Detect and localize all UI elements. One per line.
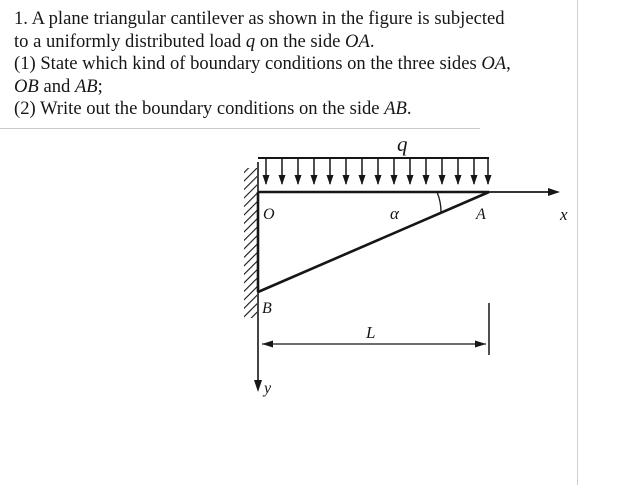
edge-AB <box>258 192 489 292</box>
symbol-OA: OA <box>481 53 507 74</box>
problem-line-1-text: A plane triangular cantilever as shown in the figure is subjected <box>31 8 505 29</box>
symbol-OB: OB <box>14 75 39 97</box>
label-y: y <box>264 380 272 397</box>
label-L: L <box>366 323 376 342</box>
x-axis-arrow-icon <box>548 188 560 196</box>
symbol-q: q <box>245 30 256 52</box>
angle-alpha-arc <box>437 192 441 213</box>
problem-number: 1. <box>14 8 28 29</box>
symbol-AB: AB <box>384 98 407 119</box>
part-2-text: (2) Write out the boundary conditions on the side <box>14 98 385 119</box>
symbol-AB: AB <box>74 75 98 97</box>
label-O: O <box>263 206 275 223</box>
line-3-end: , <box>506 53 511 74</box>
line-2-mid: on the side <box>255 30 346 52</box>
part-1-text: (1) State which kind of boundary conditions on the three sides <box>14 53 482 74</box>
label-x: x <box>560 205 568 224</box>
y-axis-arrow-icon <box>254 380 262 392</box>
line-2-text: to a uniformly distributed load <box>14 30 246 52</box>
fixed-support-hatching <box>244 168 257 318</box>
line-4-and: and <box>38 75 75 97</box>
symbol-OA: OA <box>345 30 370 52</box>
label-q: q <box>397 132 408 156</box>
line-2-end: . <box>369 30 375 52</box>
line-4-end: ; <box>97 75 103 97</box>
label-alpha: α <box>390 204 399 223</box>
distributed-load-arrows <box>266 158 488 184</box>
label-A: A <box>476 206 486 223</box>
label-B: B <box>262 300 272 317</box>
line-5-end: . <box>406 98 412 119</box>
